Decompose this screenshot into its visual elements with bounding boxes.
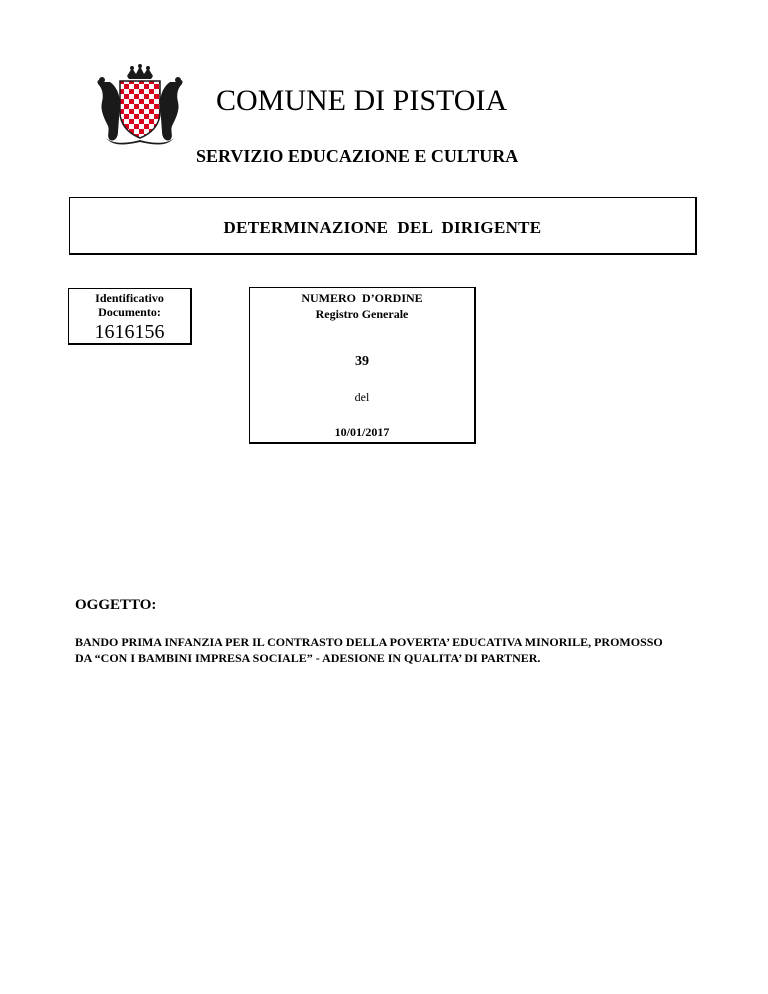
document-id-box <box>68 288 192 345</box>
document-id-label-line1: Identificativo <box>95 291 164 305</box>
department-subtitle: SERVIZIO EDUCAZIONE E CULTURA <box>196 146 519 166</box>
order-date: 10/01/2017 <box>334 425 390 439</box>
general-register-label: Registro Generale <box>315 307 409 321</box>
determinazione-title: DETERMINAZIONE DEL DIRIGENTE <box>223 218 542 237</box>
del-label: del <box>354 390 370 404</box>
page-title: COMUNE DI PISTOIA <box>216 84 508 117</box>
order-number-value: 39 <box>355 354 369 369</box>
document-id-label-line2: Documento: <box>98 305 161 319</box>
coat-of-arms-icon <box>94 64 186 148</box>
document-id-label <box>69 289 190 319</box>
document-id-value: 1616156 <box>94 321 165 343</box>
order-number-label: NUMERO D’ORDINE <box>301 291 423 305</box>
order-number-box <box>249 287 476 444</box>
determinazione-box <box>69 197 697 255</box>
subject-label: OGGETTO: <box>75 597 157 613</box>
subject-text: BANDO PRIMA INFANZIA PER IL CONTRASTO DELLA POVERTA’ EDUCATIVA MINORILE, PROMOSSO DA “CON I BAMBINI IMPRESA SOCIALE” - ADESIONE IN QUALITA’ DI PARTNER. <box>75 635 663 665</box>
